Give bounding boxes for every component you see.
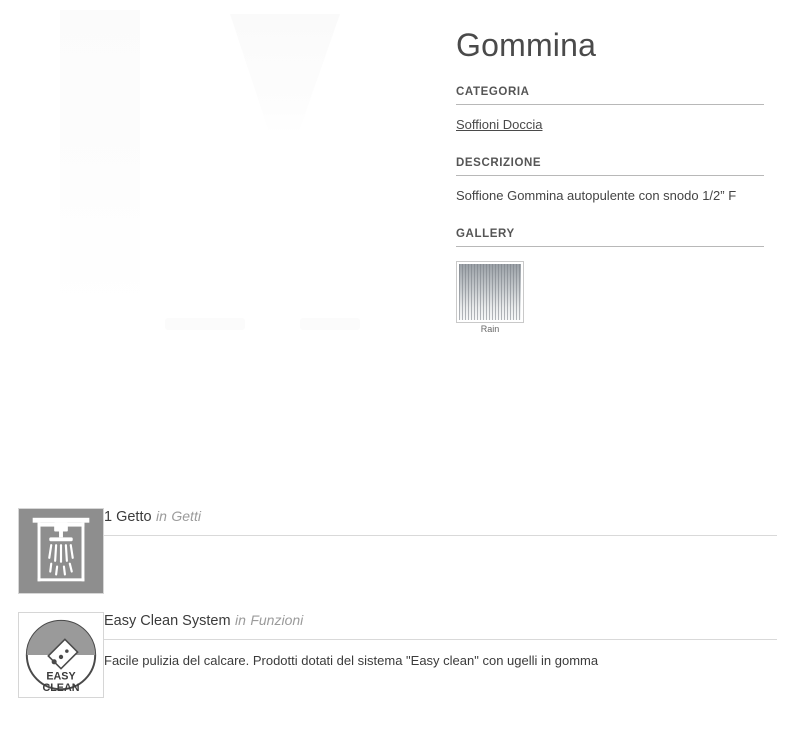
svg-text:CLEAN: CLEAN — [42, 682, 80, 695]
feature-text-cell — [104, 508, 789, 536]
shower-jet-icon — [18, 508, 104, 594]
shower-rain-thumbnail-image — [459, 264, 521, 335]
section-body-categoria — [456, 105, 766, 135]
feature-group: Getti — [171, 508, 201, 524]
feature-title-line — [104, 612, 777, 640]
gallery-thumbnail-item[interactable] — [456, 261, 524, 335]
product-image-shape-caption-left — [165, 318, 245, 330]
category-link[interactable]: Soffioni Doccia — [456, 117, 543, 133]
feature-text-cell — [104, 612, 789, 670]
feature-icon-cell — [0, 508, 104, 594]
section-descrizione — [456, 157, 766, 206]
easy-clean-icon — [18, 612, 104, 698]
product-main-image — [0, 0, 440, 420]
product-description-text: Soffione Gommina autopulente con snodo 1/2” F — [456, 188, 737, 204]
product-image-shape-column — [60, 10, 140, 310]
product-image-shape-head — [230, 14, 340, 134]
gallery-thumbnail-caption: Rain — [480, 324, 500, 335]
section-heading-gallery: GALLERY — [456, 228, 764, 247]
feature-title: Easy Clean System — [104, 613, 231, 629]
section-heading-categoria: CATEGORIA — [456, 86, 764, 105]
feature-list — [0, 500, 789, 708]
section-gallery — [456, 228, 766, 335]
feature-group: Funzioni — [250, 612, 304, 628]
product-image-shape-caption-right — [300, 318, 360, 330]
section-heading-descrizione: DESCRIZIONE — [456, 157, 764, 176]
feature-description: Facile pulizia del calcare. Prodotti dotati del sistema "Easy clean" con ugelli in gomma — [104, 653, 599, 668]
feature-title-line — [104, 508, 777, 536]
feature-icon-cell — [0, 612, 104, 698]
page-title: Gommina — [456, 27, 597, 63]
feature-row-easy-clean — [0, 604, 789, 698]
gallery-thumbnails — [456, 247, 766, 335]
svg-text:EASY: EASY — [46, 670, 76, 683]
feature-row-jet — [0, 500, 789, 594]
product-details — [456, 0, 766, 335]
section-categoria — [456, 86, 766, 135]
feature-title: 1 Getto — [104, 509, 152, 525]
feature-group-prefix: in — [156, 508, 167, 524]
feature-group-prefix: in — [234, 612, 246, 628]
